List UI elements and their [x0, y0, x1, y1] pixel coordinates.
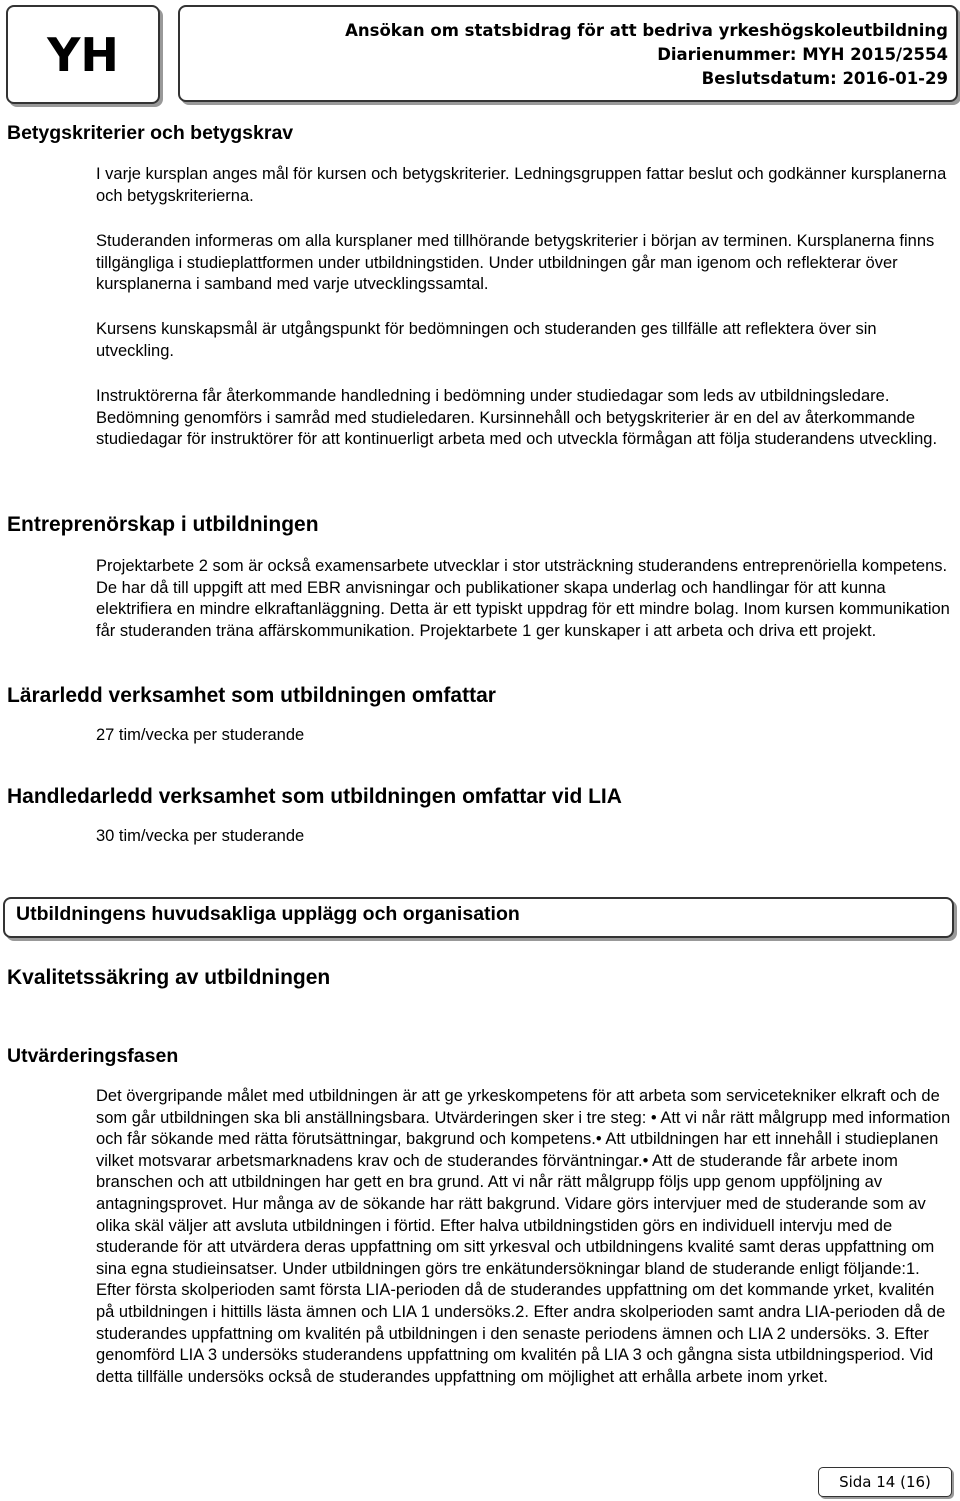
lararledd-value: 27 tim/vecka per studerande — [96, 726, 305, 744]
document-header — [178, 5, 958, 102]
yh-logo: YH — [6, 5, 160, 104]
heading-entreprenorskap: Entreprenörskap i utbildningen — [7, 513, 319, 536]
handledarledd-value: 30 tim/vecka per studerande — [96, 827, 305, 845]
heading-betygskriterier: Betygskriterier och betygskrav — [7, 122, 294, 144]
heading-utvarderingsfasen: Utvärderingsfasen — [7, 1045, 179, 1067]
paragraph-studeranden-informeras: Studeranden informeras om alla kursplaner med tillhörande betygskriterier i början av terminen. Kursplanerna finns tillgängliga i studieplattformen under utbildningstiden. Under utbildningen går man igenom och reflekterar över kursplanerna i samband med varje utvecklingssamtal. — [96, 232, 935, 294]
diary-number: Diarienummer: MYH 2015/2554 — [657, 45, 948, 64]
paragraph-kunskapsmal: Kursens kunskapsmål är utgångspunkt för bedömningen och studeranden ges tillfälle att reflektera över sin utveckling. — [96, 320, 877, 360]
section-header-box — [3, 897, 954, 938]
paragraph-utvardering: Det övergripande målet med utbildningen är att ge yrkeskompetens för att arbeta som servicetekniker elkraft och de som går utbildningen ska bli anställningsbara. Utvärderingen sker i tre steg: • Att vi når rätt målgrupp med information och får sökande med rätta förutsättningar, bakgrund och kompetens.• Att utbildningen har ett innehåll i studieplanen vilket motsvarar arbetsmarknadens krav och de studerandes förväntningar.• Att de studerande får arbete inom branschen och att utbildningen har gett en bra grund. Att vi når rätt målgrupp följs upp genom uppföljning av antagningsprovet. Hur många av de sökande har rätt bakgrund. Vidare görs intervjuer med de studerande som av olika skäl väljer att avsluta utbildningen i förtid. Efter halva utbildningstiden görs en individuell intervju med de studerande för att utvärdera deras uppfattning om sitt yrkesval och utbildningens kvalité samt deras uppfattning om sina egna studieinsatser. Under utbildningen görs tre enkätundersökningar bland de studerande enligt följande:1. Efter första skolperioden samt första LIA-perioden då de studerandes uppfattning om det kommande yrket, kvalitén på utbildningen i hittills lästa ämnen och LIA 1 undersöks.2. Efter andra skolperioden samt andra LIA-perioden då de studerandes uppfattning om kvalitén på utbildningen i den senaste periodens ämnen och LIA 2 undersöks. 3. Efter genomförd LIA 3 undersöks studerandens uppfattning om kvalitén på LIA 3 och gångna sista utbildningsperiod. Vid detta tillfälle undersöks också de studerandes uppfattning om möjlighet att erhålla arbete inom yrket. — [96, 1087, 951, 1386]
heading-lararledd: Lärarledd verksamhet som utbildningen omfattar — [7, 684, 496, 707]
section-title: Utbildningens huvudsakliga upplägg och organisation — [16, 903, 520, 925]
paragraph-projektarbete: Projektarbete 2 som är också examensarbete utvecklar i stor utsträckning studerandens entreprenöriella kompetens. De har då till uppgift att med EBR anvisningar och publikationer skapa underlag och handlingar för att kunna elektrifiera en mindre elkraftanläggning. Detta är ett typiskt uppdrag för ett mindre bolag. Inom kursen kommunikation får studeranden träna affärskommunikation. Projektarbete 1 ger kunskaper i att arbeta och driva ett projekt. — [96, 557, 950, 640]
paragraph-kursplan: I varje kursplan anges mål för kursen och betygskriterier. Ledningsgruppen fattar beslut och godkänner kursplanerna och betygskriterierna. — [96, 165, 947, 205]
decision-date: Beslutsdatum: 2016-01-29 — [701, 69, 948, 88]
heading-kvalitetssakring: Kvalitetssäkring av utbildningen — [7, 966, 331, 989]
application-title: Ansökan om statsbidrag för att bedriva yrkeshögskoleutbildning — [345, 21, 948, 40]
heading-handledarledd: Handledarledd verksamhet som utbildningen omfattar vid LIA — [7, 785, 622, 808]
paragraph-instruktorerna: Instruktörerna får återkommande handledning i bedömning under studiedagar som leds av utbildningsledare. Bedömning genomförs i samråd med studieledaren. Kursinnehåll och betygskriterier är en del av återkommande studiedagar för instruktörer för att kontinuerligt arbeta med och utveckla förmågan att följa studerandens utveckling. — [96, 387, 938, 449]
page-number: Sida 14 (16) — [818, 1467, 952, 1497]
